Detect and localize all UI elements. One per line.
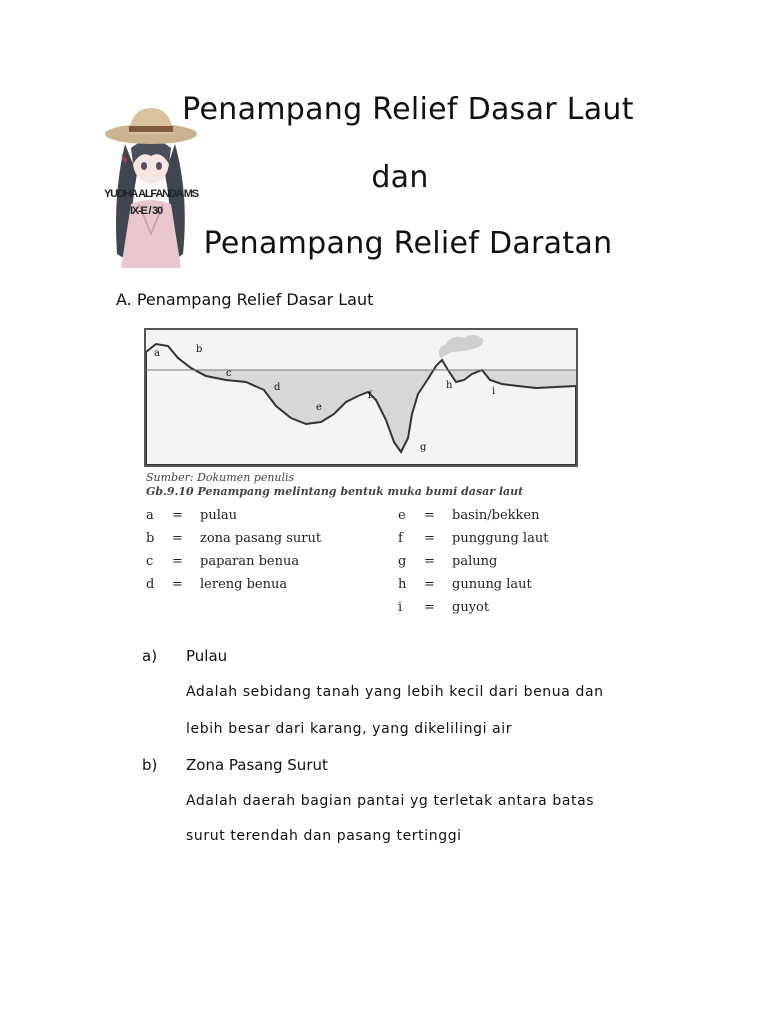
legend-item: h = gunung laut	[398, 577, 532, 592]
legend-item: f = punggung laut	[398, 531, 549, 546]
legend-item: d = lereng benua	[146, 577, 288, 592]
legend-item: a = pulau	[146, 508, 237, 523]
legend-item: b = zona pasang surut	[146, 531, 322, 546]
avatar-illustration	[103, 104, 199, 268]
page-title-line-1: Penampang Relief Dasar Laut	[182, 92, 634, 127]
figure-caption: Gb.9.10 Penampang melintang bentuk muka bumi dasar laut	[146, 485, 524, 498]
figure-source: Sumber: Dokumen penulis	[146, 471, 295, 484]
sea-floor-figure	[144, 328, 584, 626]
legend-item: c = paparan benua	[146, 554, 300, 569]
list-item-title: Pulau	[186, 647, 228, 665]
section-heading: A. Penampang Relief Dasar Laut	[116, 290, 374, 309]
cross-section-svg	[146, 330, 576, 465]
avatar-class-text: IX-E / 30	[130, 205, 162, 217]
list-marker: a)	[142, 647, 158, 665]
page-title-line-2: dan	[371, 160, 429, 195]
diagram-label-c: c	[226, 368, 232, 379]
list-marker: b)	[142, 756, 158, 774]
diagram-label-g: g	[420, 442, 427, 453]
list-item-title: Zona Pasang Surut	[186, 756, 328, 774]
avatar-name-text: YUDHA ALFANDA MS	[104, 188, 198, 200]
diagram-label-i: i	[492, 386, 496, 397]
diagram-label-f: f	[368, 390, 372, 401]
legend-item: e = basin/bekken	[398, 508, 540, 523]
diagram-label-a: a	[154, 348, 160, 359]
legend-item: i = guyot	[398, 600, 490, 615]
list-item-desc: lebih besar dari karang, yang dikelilingi air	[186, 721, 513, 737]
diagram-label-b: b	[196, 344, 203, 355]
legend-item: g = palung	[398, 554, 498, 569]
sea-floor-diagram	[144, 328, 578, 467]
list-item-desc: Adalah daerah bagian pantai yg terletak antara batas	[186, 793, 595, 809]
list-item-desc: surut terendah dan pasang tertinggi	[186, 828, 462, 844]
page-title-line-3: Penampang Relief Daratan	[203, 226, 613, 261]
diagram-label-h: h	[446, 380, 453, 391]
diagram-label-e: e	[316, 402, 322, 413]
diagram-label-d: d	[274, 382, 281, 393]
list-item-desc: Adalah sebidang tanah yang lebih kecil dari benua dan	[186, 684, 604, 700]
